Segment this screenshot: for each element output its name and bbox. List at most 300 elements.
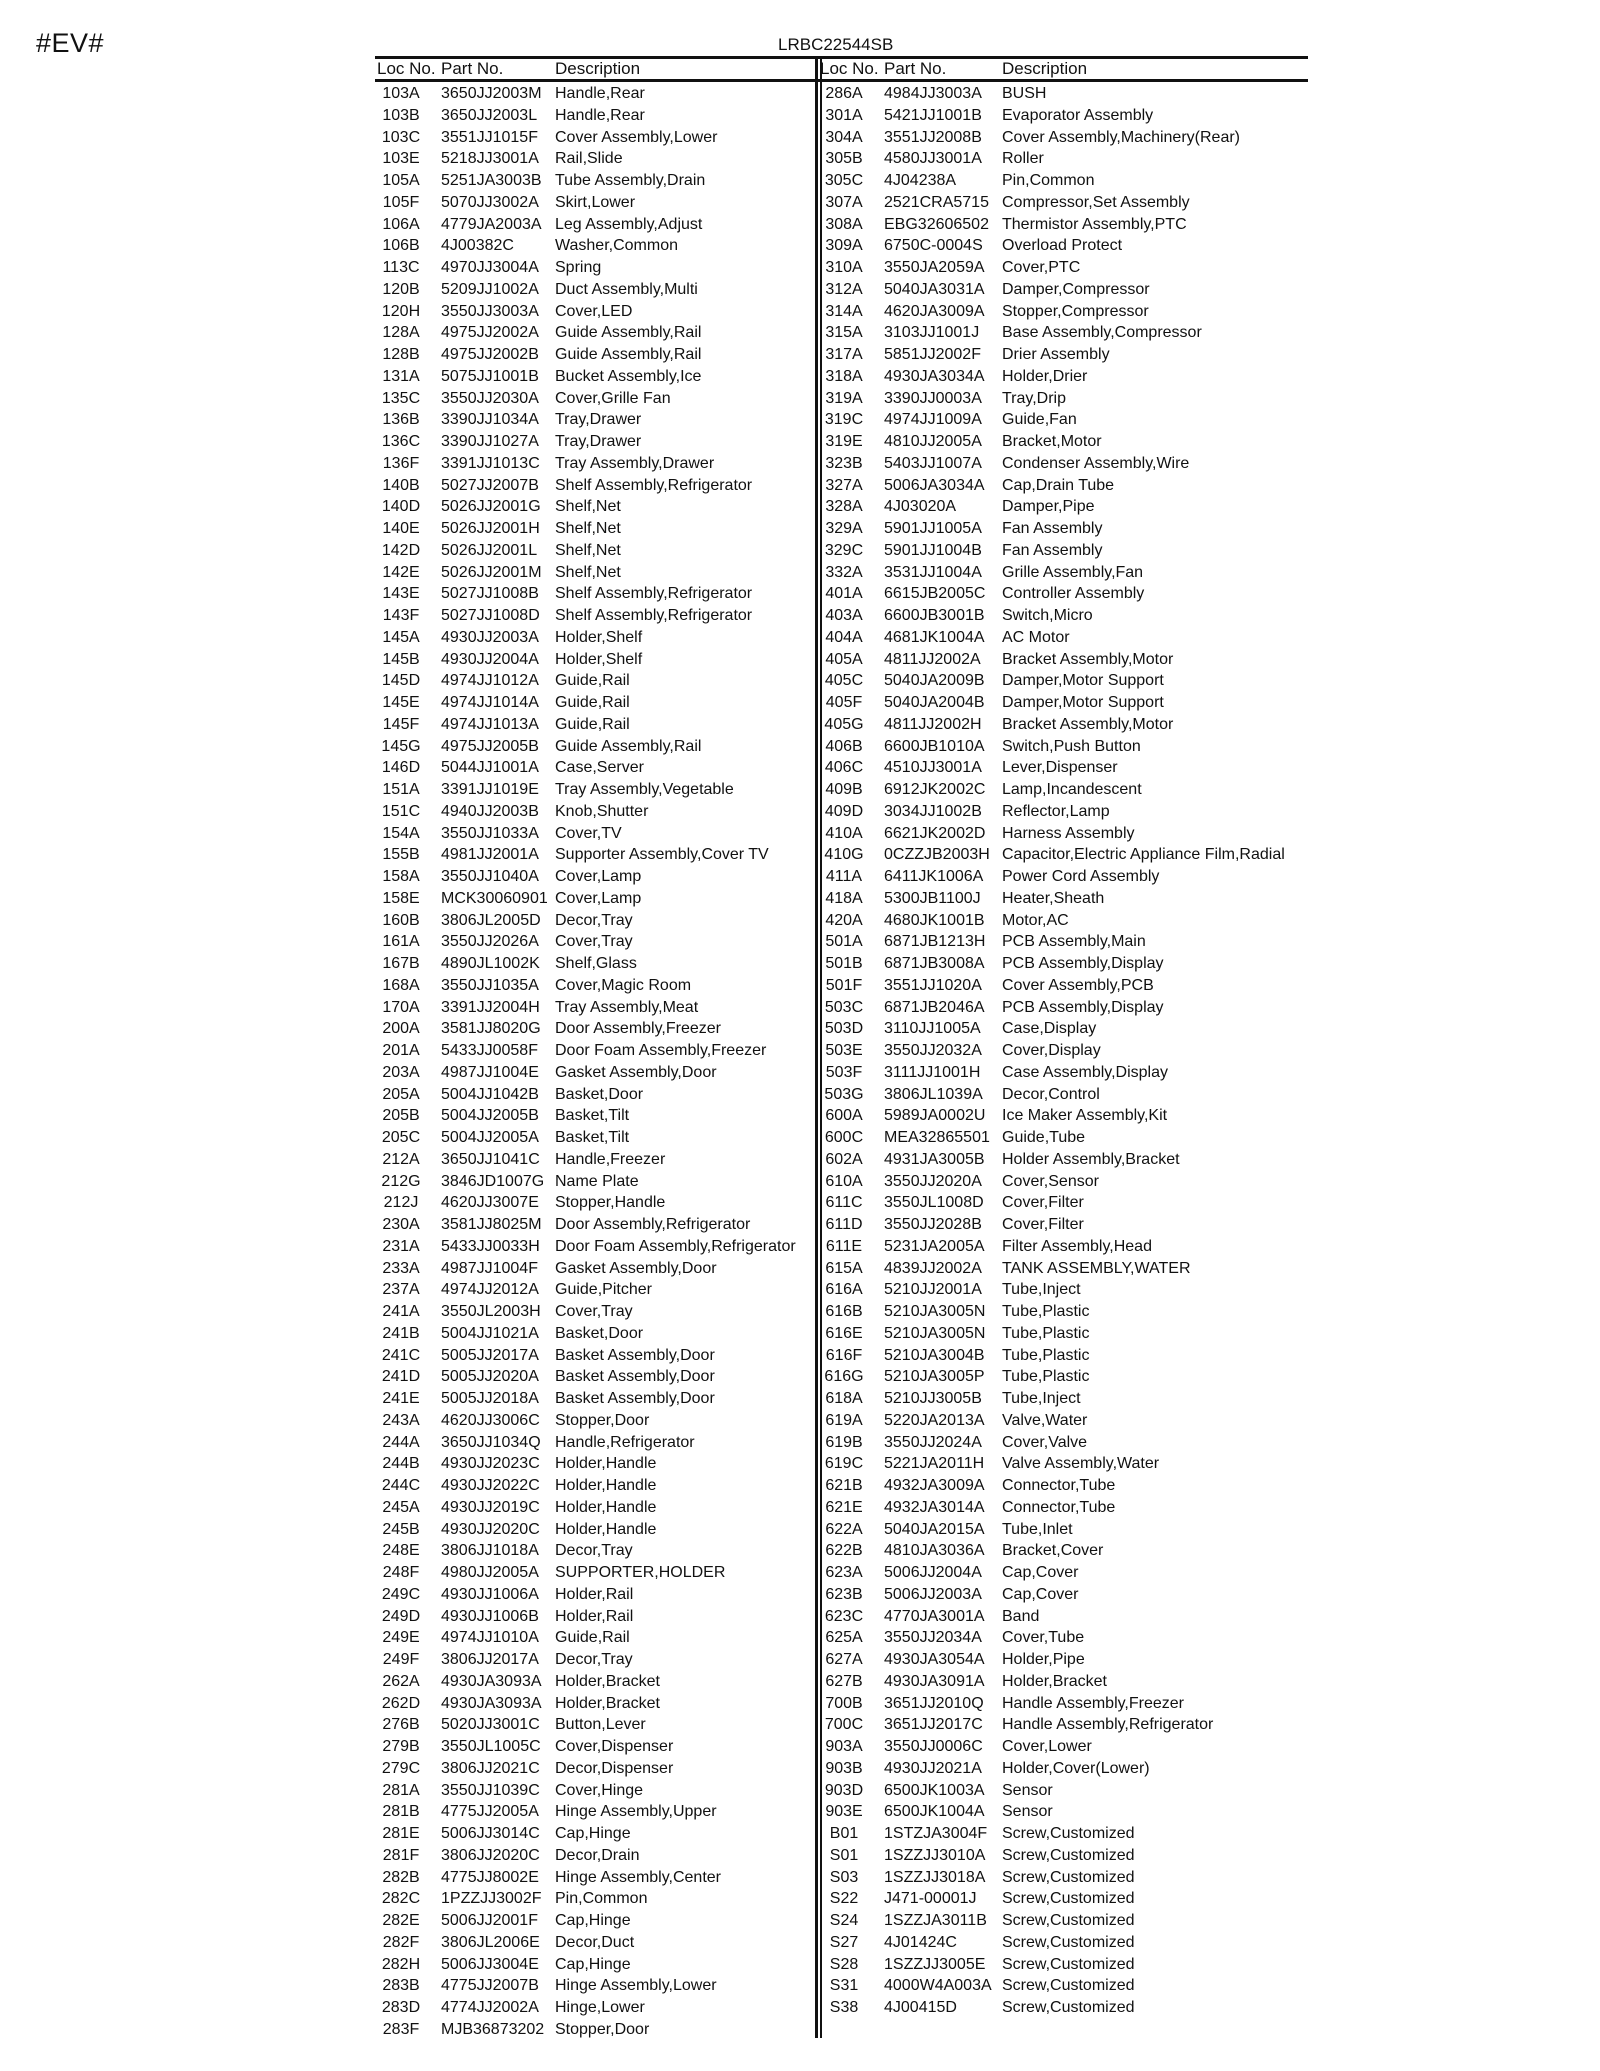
table-row bbox=[375, 1084, 815, 1106]
part-no: 4890JL1002K bbox=[441, 955, 540, 972]
part-no: 5006JA3034A bbox=[884, 476, 985, 494]
table-row bbox=[818, 1192, 1308, 1214]
loc-no: 317A bbox=[825, 346, 863, 363]
part-no: 5026JJ2001H bbox=[441, 520, 540, 537]
table-row bbox=[375, 866, 815, 888]
loc-no: 323B bbox=[825, 454, 863, 472]
loc-no: S31 bbox=[829, 1977, 859, 1995]
table-row bbox=[375, 1171, 815, 1193]
header-description: Description bbox=[1002, 59, 1088, 78]
part-no: 5218JJ3001A bbox=[441, 150, 539, 168]
part-no: 4984JJ3003A bbox=[884, 85, 982, 102]
loc-no: 103E bbox=[382, 150, 420, 168]
part-no: 5220JA2013A bbox=[884, 1411, 985, 1429]
table-row bbox=[375, 888, 815, 910]
description: Handle,Freezer bbox=[555, 1150, 666, 1168]
part-no: 3806JJ2021C bbox=[441, 1759, 540, 1777]
description: Tube,Plastic bbox=[1002, 1324, 1090, 1342]
table-row bbox=[818, 1584, 1308, 1606]
description: Base Assembly,Compressor bbox=[1002, 324, 1202, 342]
table-row bbox=[375, 1214, 815, 1236]
table-row bbox=[818, 1345, 1308, 1367]
table-row bbox=[375, 127, 815, 149]
loc-no: 103C bbox=[381, 128, 421, 146]
loc-no: 616A bbox=[825, 1281, 863, 1299]
description: Cover,TV bbox=[555, 824, 622, 842]
part-no: 6411JK1006A bbox=[884, 868, 984, 885]
table-row bbox=[818, 1714, 1308, 1736]
table-row bbox=[818, 1758, 1308, 1780]
table-row bbox=[375, 1714, 815, 1736]
table-row bbox=[818, 1627, 1308, 1649]
description: Guide,Rail bbox=[555, 715, 630, 733]
loc-no: 310A bbox=[825, 259, 863, 276]
description: Case Assembly,Display bbox=[1002, 1063, 1168, 1081]
loc-no: 405C bbox=[824, 672, 864, 690]
part-no: 1PZZJJ3002F bbox=[441, 1890, 542, 1908]
part-no: 5044JJ1001A bbox=[441, 759, 539, 777]
description: Screw,Customized bbox=[1002, 1999, 1135, 2016]
part-no: 4930JJ2023C bbox=[441, 1455, 540, 1473]
loc-no: 327A bbox=[825, 476, 863, 494]
part-no: 3550JJ2020A bbox=[884, 1172, 982, 1190]
table-row bbox=[818, 344, 1308, 366]
description: Guide Assembly,Rail bbox=[555, 346, 702, 363]
description: Screw,Customized bbox=[1002, 1846, 1135, 1864]
part-no: 4930JJ2004A bbox=[441, 650, 539, 668]
part-no: 0CZZJB2003H bbox=[884, 846, 990, 864]
part-no: 5026JJ2001G bbox=[441, 498, 541, 516]
loc-no: 113C bbox=[382, 259, 420, 276]
part-no: 5040JA2004B bbox=[884, 694, 985, 711]
table-row bbox=[818, 844, 1308, 866]
part-no: 5851JJ2002F bbox=[884, 346, 981, 363]
loc-no: 319C bbox=[824, 411, 864, 429]
table-row bbox=[818, 1562, 1308, 1584]
loc-no: 161A bbox=[382, 933, 420, 951]
loc-no: 154A bbox=[382, 824, 420, 842]
table-row bbox=[818, 1214, 1308, 1236]
loc-no: 283D bbox=[381, 1999, 421, 2016]
part-no: 4J03020A bbox=[884, 498, 957, 516]
part-no: 4970JJ3004A bbox=[441, 259, 539, 276]
description: Door Assembly,Refrigerator bbox=[555, 1216, 751, 1233]
loc-no: 145E bbox=[382, 694, 420, 711]
description: Screw,Customized bbox=[1002, 1890, 1135, 1908]
description: Holder,Rail bbox=[555, 1607, 634, 1625]
table-row bbox=[375, 649, 815, 671]
part-no: 5005JJ2017A bbox=[441, 1346, 539, 1364]
description: Shelf,Net bbox=[555, 541, 621, 559]
table-row bbox=[375, 1475, 815, 1497]
description: Valve,Water bbox=[1002, 1411, 1088, 1429]
loc-no: 135C bbox=[381, 389, 421, 407]
table-row bbox=[818, 214, 1308, 236]
part-no: 1SZZJJ3005E bbox=[884, 1955, 986, 1973]
part-no: 3550JJ2030A bbox=[441, 389, 539, 407]
description: Hinge,Lower bbox=[555, 1999, 645, 2016]
table-row bbox=[375, 1997, 815, 2019]
loc-no: 212G bbox=[381, 1172, 421, 1190]
loc-no: 616F bbox=[825, 1346, 863, 1364]
loc-no: 142D bbox=[381, 541, 421, 559]
description: Tray,Drawer bbox=[555, 433, 642, 450]
table-row bbox=[818, 409, 1308, 431]
table-row bbox=[375, 475, 815, 497]
loc-no: 200A bbox=[382, 1020, 420, 1038]
table-row bbox=[375, 453, 815, 475]
table-row bbox=[818, 540, 1308, 562]
description: Handle Assembly,Freezer bbox=[1002, 1694, 1184, 1712]
loc-no: 145D bbox=[381, 672, 421, 690]
table-row bbox=[375, 692, 815, 714]
part-no: 5027JJ1008D bbox=[441, 607, 540, 624]
table-row bbox=[818, 1301, 1308, 1323]
loc-no: 618A bbox=[825, 1390, 863, 1407]
loc-no: 329A bbox=[825, 520, 863, 537]
description: Fan Assembly bbox=[1002, 541, 1103, 559]
table-row bbox=[375, 1649, 815, 1671]
table-row bbox=[818, 1497, 1308, 1519]
table-row bbox=[375, 605, 815, 627]
table-row bbox=[818, 997, 1308, 1019]
part-no: 3550JJ1039C bbox=[441, 1781, 540, 1799]
table-row bbox=[375, 1932, 815, 1954]
loc-no: 305B bbox=[825, 150, 863, 168]
part-no: 5210JA3005N bbox=[884, 1303, 986, 1320]
description: Valve Assembly,Water bbox=[1002, 1455, 1160, 1473]
part-no: 3550JJ0006C bbox=[884, 1738, 983, 1755]
description: Shelf,Glass bbox=[555, 955, 637, 972]
table-row bbox=[375, 910, 815, 932]
table-row bbox=[818, 1432, 1308, 1454]
part-no: 3650JJ1041C bbox=[441, 1150, 540, 1168]
description: Evaporator Assembly bbox=[1002, 106, 1154, 124]
table-row bbox=[375, 170, 815, 192]
part-no: 5210JJ3005B bbox=[884, 1390, 982, 1407]
description: Tray,Drip bbox=[1002, 389, 1066, 407]
part-no: 5026JJ2001M bbox=[441, 563, 542, 581]
description: Guide,Tube bbox=[1002, 1129, 1086, 1146]
part-no: 5004JJ2005A bbox=[441, 1129, 539, 1146]
description: Name Plate bbox=[555, 1172, 639, 1190]
description: Basket,Tilt bbox=[555, 1129, 630, 1146]
loc-no: 602A bbox=[825, 1150, 863, 1168]
description: Grille Assembly,Fan bbox=[1002, 563, 1144, 581]
part-no: 6912JK2002C bbox=[884, 781, 986, 798]
part-no: 3550JL2003H bbox=[441, 1303, 541, 1320]
table-row bbox=[375, 1910, 815, 1932]
table-row bbox=[818, 801, 1308, 823]
table-row bbox=[375, 1801, 815, 1823]
table-row bbox=[375, 344, 815, 366]
loc-no: 318A bbox=[825, 367, 863, 385]
description: Hinge Assembly,Lower bbox=[555, 1977, 717, 1995]
description: Sensor bbox=[1002, 1803, 1053, 1821]
loc-no: 315A bbox=[825, 324, 863, 342]
part-no: 4930JA3093A bbox=[441, 1694, 542, 1712]
part-no: 3651JJ2010Q bbox=[884, 1694, 984, 1712]
part-no: 4987JJ1004E bbox=[441, 1063, 539, 1081]
description: Tray Assembly,Vegetable bbox=[555, 781, 734, 798]
part-no: MJB36873202 bbox=[441, 2020, 545, 2038]
description: Holder,Drier bbox=[1002, 367, 1088, 385]
table-row bbox=[818, 496, 1308, 518]
part-no: 4774JJ2002A bbox=[441, 1999, 539, 2016]
table-row bbox=[818, 649, 1308, 671]
table-row bbox=[375, 562, 815, 584]
description: Lamp,Incandescent bbox=[1002, 781, 1142, 798]
part-no: 3581JJ8020G bbox=[441, 1020, 541, 1038]
part-no: 1SZZJJ3010A bbox=[884, 1846, 986, 1864]
table-row bbox=[818, 1519, 1308, 1541]
table-row bbox=[818, 1606, 1308, 1628]
part-no: 5421JJ1001B bbox=[884, 106, 982, 124]
part-no: 5004JJ1042B bbox=[441, 1085, 539, 1103]
description: Spring bbox=[555, 259, 602, 276]
part-no: 3390JJ0003A bbox=[884, 389, 982, 407]
part-no: 3531JJ1004A bbox=[884, 563, 982, 581]
loc-no: S27 bbox=[829, 1933, 859, 1951]
description: Shelf Assembly,Refrigerator bbox=[555, 476, 753, 494]
part-no: 4620JJ3007E bbox=[441, 1194, 539, 1212]
header-loc-no: Loc No. bbox=[377, 59, 436, 78]
description: PCB Assembly,Main bbox=[1002, 933, 1146, 951]
table-row bbox=[818, 105, 1308, 127]
table-row bbox=[375, 366, 815, 388]
part-no: 3391JJ1013C bbox=[441, 454, 540, 472]
loc-no: 319E bbox=[825, 433, 863, 450]
part-no: 5026JJ2001L bbox=[441, 541, 538, 559]
table-row bbox=[375, 409, 815, 431]
loc-no: B01 bbox=[829, 1825, 859, 1842]
description: Skirt,Lower bbox=[555, 193, 636, 211]
description: Cap,Cover bbox=[1002, 1564, 1079, 1581]
description: Cover,Filter bbox=[1002, 1194, 1084, 1212]
loc-no: 619C bbox=[824, 1455, 864, 1473]
description: Cover,LED bbox=[555, 302, 633, 320]
part-no: 5433JJ0033H bbox=[441, 1237, 540, 1255]
loc-no: 503F bbox=[825, 1063, 863, 1081]
description: Thermistor Assembly,PTC bbox=[1002, 215, 1187, 233]
part-no: 4810JA3036A bbox=[884, 1542, 985, 1560]
loc-no: 405A bbox=[825, 650, 863, 668]
loc-no: 142E bbox=[382, 563, 420, 581]
description: Guide,Rail bbox=[555, 694, 630, 711]
loc-no: 619B bbox=[825, 1433, 863, 1451]
loc-no: 328A bbox=[825, 498, 863, 516]
table-row bbox=[375, 1562, 815, 1584]
loc-no: S24 bbox=[829, 1912, 859, 1929]
table-row bbox=[818, 757, 1308, 779]
description: Basket Assembly,Door bbox=[555, 1346, 715, 1364]
table-row bbox=[818, 1801, 1308, 1823]
part-no: 4839JJ2002A bbox=[884, 1259, 982, 1277]
table-row bbox=[818, 605, 1308, 627]
table-row bbox=[375, 192, 815, 214]
description: Damper,Compressor bbox=[1002, 280, 1150, 298]
loc-no: 136B bbox=[382, 411, 420, 429]
loc-no: 243A bbox=[382, 1411, 420, 1429]
part-no: 3111JJ1001H bbox=[884, 1063, 981, 1081]
loc-no: 136F bbox=[382, 454, 420, 472]
part-no: 4930JJ2019C bbox=[441, 1498, 540, 1516]
description: Damper,Motor Support bbox=[1002, 672, 1164, 690]
table-row bbox=[818, 1171, 1308, 1193]
table-row bbox=[818, 475, 1308, 497]
loc-no: 249C bbox=[381, 1585, 421, 1603]
description: Cover,Lamp bbox=[555, 868, 642, 885]
description: Cover Assembly,Machinery(Rear) bbox=[1002, 128, 1240, 146]
description: Supporter Assembly,Cover TV bbox=[555, 846, 769, 864]
table-row bbox=[818, 1954, 1308, 1976]
table-row bbox=[375, 1432, 815, 1454]
table-row bbox=[375, 1236, 815, 1258]
description: Cover,Display bbox=[1002, 1042, 1101, 1059]
part-no: 4775JJ2007B bbox=[441, 1977, 539, 1995]
loc-no: 233A bbox=[382, 1259, 420, 1277]
part-no: 4930JJ1006A bbox=[441, 1585, 539, 1603]
table-row bbox=[818, 866, 1308, 888]
table-row bbox=[375, 322, 815, 344]
part-no: 4775JJ8002E bbox=[441, 1868, 539, 1886]
part-no: 3550JJ2024A bbox=[884, 1433, 982, 1451]
loc-no: 305C bbox=[824, 172, 864, 189]
table-row bbox=[818, 1475, 1308, 1497]
loc-no: 140D bbox=[381, 498, 421, 516]
description: Holder,Handle bbox=[555, 1455, 657, 1473]
part-no: 3650JJ1034Q bbox=[441, 1433, 541, 1451]
description: Decor,Tray bbox=[555, 1651, 633, 1668]
loc-no: 304A bbox=[825, 128, 863, 146]
description: PCB Assembly,Display bbox=[1002, 955, 1164, 972]
description: TANK ASSEMBLY,WATER bbox=[1002, 1259, 1191, 1277]
loc-no: 249F bbox=[382, 1651, 420, 1668]
description: Basket Assembly,Door bbox=[555, 1368, 715, 1386]
loc-no: 406C bbox=[824, 759, 864, 777]
table-row bbox=[375, 235, 815, 257]
description: Door Foam Assembly,Refrigerator bbox=[555, 1237, 796, 1255]
description: Compressor,Set Assembly bbox=[1002, 193, 1190, 211]
part-no: 5403JJ1007A bbox=[884, 454, 982, 472]
table-row bbox=[818, 1127, 1308, 1149]
description: Basket,Tilt bbox=[555, 1107, 630, 1125]
loc-no: 245A bbox=[382, 1498, 420, 1516]
loc-no: 281B bbox=[382, 1803, 420, 1821]
part-no: 4974JJ2012A bbox=[441, 1281, 539, 1299]
loc-no: S38 bbox=[829, 1999, 859, 2016]
loc-no: 205B bbox=[382, 1107, 420, 1125]
loc-no: 503D bbox=[824, 1020, 864, 1038]
table-row bbox=[375, 583, 815, 605]
table-row bbox=[818, 301, 1308, 323]
part-no: 5210JJ2001A bbox=[884, 1281, 982, 1299]
part-no: 4930JA3034A bbox=[884, 367, 985, 385]
table-row bbox=[818, 1671, 1308, 1693]
loc-no: 410A bbox=[825, 824, 863, 842]
table-row bbox=[375, 1105, 815, 1127]
table-row bbox=[818, 1823, 1308, 1845]
description: Door Assembly,Freezer bbox=[555, 1020, 721, 1038]
part-no: 3650JJ2003L bbox=[441, 106, 538, 124]
part-no: 4J00382C bbox=[441, 237, 514, 255]
part-no: 5221JA2011H bbox=[884, 1455, 985, 1473]
description: Cover,Sensor bbox=[1002, 1172, 1099, 1190]
description: Tray,Drawer bbox=[555, 411, 642, 429]
loc-no: 619A bbox=[825, 1411, 863, 1429]
table-row bbox=[818, 1932, 1308, 1954]
part-no: 3550JL1005C bbox=[441, 1738, 541, 1755]
loc-no: 418A bbox=[825, 889, 863, 907]
description: Band bbox=[1002, 1607, 1040, 1625]
part-no: 4775JJ2005A bbox=[441, 1803, 539, 1821]
loc-no: 241B bbox=[382, 1324, 420, 1342]
part-no: 4974JJ1010A bbox=[441, 1629, 539, 1647]
loc-no: 241A bbox=[382, 1303, 420, 1320]
description: Screw,Customized bbox=[1002, 1933, 1135, 1951]
description: Holder,Handle bbox=[555, 1520, 657, 1538]
loc-no: 903B bbox=[825, 1759, 863, 1777]
table-row bbox=[818, 1888, 1308, 1910]
description: Ice Maker Assembly,Kit bbox=[1002, 1107, 1168, 1125]
table-row bbox=[818, 192, 1308, 214]
part-no: J471-00001J bbox=[884, 1890, 977, 1908]
loc-no: 401A bbox=[825, 585, 863, 603]
loc-no: 627B bbox=[825, 1672, 863, 1690]
loc-no: 205C bbox=[381, 1129, 421, 1146]
part-no: 1SZZJJ3018A bbox=[884, 1868, 986, 1886]
description: Holder,Rail bbox=[555, 1585, 634, 1603]
table-row bbox=[818, 235, 1308, 257]
loc-no: 120B bbox=[382, 280, 420, 298]
loc-no: 623B bbox=[825, 1585, 863, 1603]
description: Decor,Drain bbox=[555, 1846, 640, 1864]
part-no: 3551JJ1020A bbox=[884, 976, 982, 994]
loc-no: 249D bbox=[381, 1607, 421, 1625]
table-row bbox=[375, 1040, 815, 1062]
table-row bbox=[818, 1258, 1308, 1280]
table-row bbox=[375, 1279, 815, 1301]
part-no: 6500JK1003A bbox=[884, 1781, 985, 1799]
loc-no: 281F bbox=[382, 1846, 420, 1864]
description: Cap,Hinge bbox=[555, 1955, 631, 1973]
description: Cap,Cover bbox=[1002, 1585, 1079, 1603]
part-no: 5433JJ0058F bbox=[441, 1042, 538, 1059]
description: Cover,Hinge bbox=[555, 1781, 644, 1799]
loc-no: 237A bbox=[382, 1281, 420, 1299]
loc-no: 151C bbox=[381, 802, 421, 820]
part-no: 4930JA3091A bbox=[884, 1672, 985, 1690]
part-no: 4770JA3001A bbox=[884, 1607, 985, 1625]
loc-no: 140B bbox=[382, 476, 420, 494]
loc-no: 212J bbox=[383, 1194, 419, 1212]
table-row bbox=[375, 1845, 815, 1867]
part-no: 4J01424C bbox=[884, 1933, 957, 1951]
loc-no: 309A bbox=[825, 237, 863, 255]
description: Cover,Valve bbox=[1002, 1433, 1088, 1451]
table-row bbox=[818, 1845, 1308, 1867]
loc-no: 503E bbox=[825, 1042, 863, 1059]
description: BUSH bbox=[1002, 85, 1047, 102]
description: Guide Assembly,Rail bbox=[555, 324, 702, 342]
table-row bbox=[818, 1649, 1308, 1671]
description: Cover,Lower bbox=[1002, 1738, 1092, 1755]
table-row bbox=[375, 1736, 815, 1758]
header-part-no: Part No. bbox=[884, 59, 947, 78]
loc-no: S22 bbox=[829, 1890, 859, 1908]
description: Tube,Inject bbox=[1002, 1281, 1081, 1299]
description: Holder,Shelf bbox=[555, 628, 643, 646]
